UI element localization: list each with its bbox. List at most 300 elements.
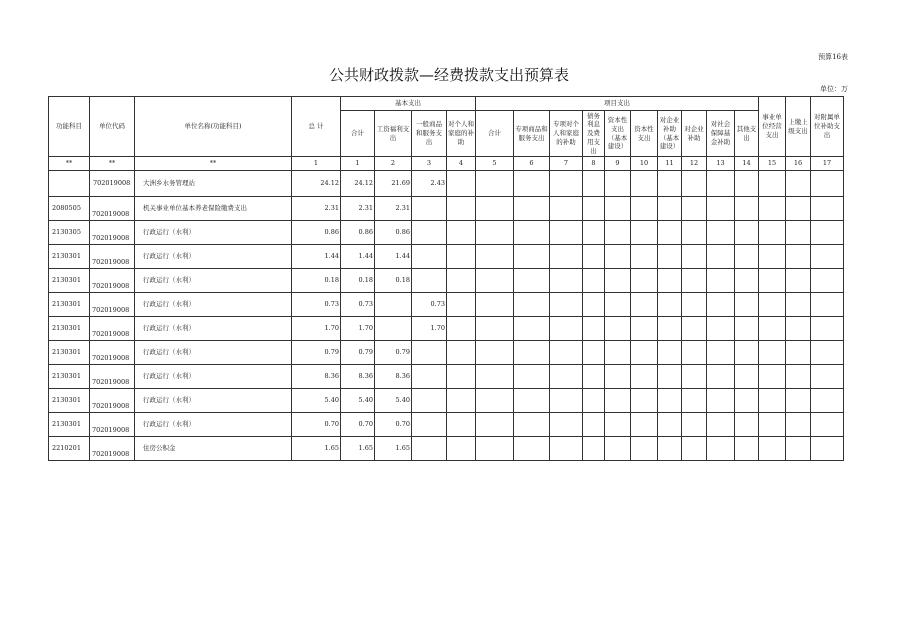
empty-cell (682, 269, 707, 293)
header-unit-name: 单位名称(功能科目) (135, 97, 292, 157)
personal-cell (447, 269, 476, 293)
table-row (49, 171, 844, 197)
wage-cell: 0.86 (375, 221, 412, 245)
basic-total-cell: 0.18 (341, 269, 375, 293)
personal-cell (447, 221, 476, 245)
unit-name-cell: 行政运行（水利） (135, 317, 292, 341)
empty-cell (631, 245, 658, 269)
column-number: 10 (631, 157, 658, 171)
empty-cell (682, 341, 707, 365)
empty-cell (605, 221, 631, 245)
empty-cell (658, 221, 682, 245)
unit-code-cell: 702019008 (90, 269, 135, 293)
column-number: 8 (583, 157, 605, 171)
empty-cell (514, 293, 550, 317)
empty-cell (682, 221, 707, 245)
total-cell: 0.70 (292, 413, 341, 437)
empty-cell (605, 197, 631, 221)
column-number: ** (135, 157, 292, 171)
empty-cell (476, 389, 514, 413)
goods-cell: 1.70 (412, 317, 447, 341)
header-basic-sub-1: 工资福利支出 (375, 111, 412, 157)
total-cell: 8.36 (292, 365, 341, 389)
empty-cell (759, 245, 786, 269)
header-project-sub-7: 对企业补助 (682, 111, 707, 157)
empty-cell (476, 269, 514, 293)
empty-cell (658, 293, 682, 317)
empty-cell (476, 365, 514, 389)
empty-cell (658, 197, 682, 221)
empty-cell (550, 341, 583, 365)
unit-code-cell: 702019008 (90, 413, 135, 437)
empty-cell (759, 365, 786, 389)
empty-cell (514, 171, 550, 197)
header-unit-code: 单位代码 (90, 97, 135, 157)
empty-cell (550, 413, 583, 437)
empty-cell (735, 197, 759, 221)
empty-cell (583, 389, 605, 413)
header-tail-0: 事业单位经营支出 (759, 97, 786, 157)
unit-name-cell: 住房公积金 (135, 437, 292, 461)
goods-cell (412, 341, 447, 365)
empty-cell (476, 341, 514, 365)
column-number: 3 (412, 157, 447, 171)
empty-cell (550, 389, 583, 413)
empty-cell (707, 365, 735, 389)
empty-cell (786, 413, 811, 437)
table-row (49, 365, 844, 389)
form-number: 预算16表 (818, 53, 848, 61)
empty-cell (583, 269, 605, 293)
empty-cell (735, 293, 759, 317)
table-row (49, 317, 844, 341)
func-code-cell: 2130301 (49, 413, 90, 437)
empty-cell (605, 317, 631, 341)
column-number: 17 (811, 157, 844, 171)
basic-total-cell: 0.86 (341, 221, 375, 245)
empty-cell (658, 389, 682, 413)
unit-name-cell: 行政运行（水利） (135, 341, 292, 365)
unit-name-cell: 行政运行（水利） (135, 389, 292, 413)
empty-cell (811, 317, 844, 341)
empty-cell (550, 365, 583, 389)
table-row (49, 293, 844, 317)
column-number: 7 (550, 157, 583, 171)
empty-cell (658, 437, 682, 461)
total-cell: 1.65 (292, 437, 341, 461)
func-code-cell: 2210201 (49, 437, 90, 461)
empty-cell (514, 269, 550, 293)
personal-cell (447, 171, 476, 197)
wage-cell: 0.79 (375, 341, 412, 365)
empty-cell (682, 171, 707, 197)
basic-total-cell: 1.70 (341, 317, 375, 341)
empty-cell (707, 341, 735, 365)
goods-cell (412, 221, 447, 245)
empty-cell (735, 269, 759, 293)
unit-name-cell: 大洲乡水务管理站 (135, 171, 292, 197)
empty-cell (550, 245, 583, 269)
empty-cell (759, 341, 786, 365)
wage-cell (375, 317, 412, 341)
empty-cell (759, 197, 786, 221)
unit-name-cell: 行政运行（水利） (135, 365, 292, 389)
empty-cell (514, 245, 550, 269)
unit-name-cell: 行政运行（水利） (135, 293, 292, 317)
empty-cell (476, 171, 514, 197)
wage-cell: 1.44 (375, 245, 412, 269)
header-tail-2: 对附属单位补助支出 (811, 97, 844, 157)
empty-cell (811, 197, 844, 221)
empty-cell (514, 317, 550, 341)
func-code-cell: 2130305 (49, 221, 90, 245)
personal-cell (447, 365, 476, 389)
func-code-cell: 2130301 (49, 317, 90, 341)
empty-cell (735, 341, 759, 365)
empty-cell (605, 245, 631, 269)
column-number: 4 (447, 157, 476, 171)
wage-cell: 21.69 (375, 171, 412, 197)
func-code-cell: 2080505 (49, 197, 90, 221)
empty-cell (550, 197, 583, 221)
empty-cell (583, 365, 605, 389)
empty-cell (759, 413, 786, 437)
header-project-sub-3: 债务利息及费用支出 (583, 111, 605, 157)
empty-cell (682, 413, 707, 437)
empty-cell (476, 317, 514, 341)
empty-cell (786, 293, 811, 317)
empty-cell (658, 245, 682, 269)
wage-cell: 0.70 (375, 413, 412, 437)
empty-cell (658, 317, 682, 341)
column-number: 2 (375, 157, 412, 171)
empty-cell (514, 365, 550, 389)
empty-cell (605, 389, 631, 413)
column-number: 15 (759, 157, 786, 171)
empty-cell (707, 293, 735, 317)
empty-cell (583, 245, 605, 269)
unit-code-cell: 702019008 (90, 365, 135, 389)
unit-code-cell: 702019008 (90, 389, 135, 413)
empty-cell (476, 221, 514, 245)
empty-cell (583, 293, 605, 317)
empty-cell (631, 221, 658, 245)
header-basic-sub-0: 合计 (341, 111, 375, 157)
header-project-expenditure: 项目支出 (476, 97, 759, 111)
personal-cell (447, 413, 476, 437)
header-project-sub-8: 对社会保障基金补助 (707, 111, 735, 157)
column-number: 1 (341, 157, 375, 171)
unit-name-cell: 行政运行（水利） (135, 269, 292, 293)
empty-cell (631, 197, 658, 221)
empty-cell (759, 317, 786, 341)
empty-cell (707, 389, 735, 413)
empty-cell (605, 341, 631, 365)
unit-name-cell: 行政运行（水利） (135, 413, 292, 437)
total-cell: 5.40 (292, 389, 341, 413)
unit-name-cell: 机关事业单位基本养老保险缴费支出 (135, 197, 292, 221)
empty-cell (682, 245, 707, 269)
personal-cell (447, 389, 476, 413)
empty-cell (476, 197, 514, 221)
header-project-sub-1: 专项商品和服务支出 (514, 111, 550, 157)
empty-cell (583, 197, 605, 221)
goods-cell: 2.43 (412, 171, 447, 197)
total-cell: 0.18 (292, 269, 341, 293)
wage-cell: 0.18 (375, 269, 412, 293)
wage-cell (375, 293, 412, 317)
table-row (49, 197, 844, 221)
header-project-sub-4: 资本性支出（基本建设） (605, 111, 631, 157)
empty-cell (707, 221, 735, 245)
empty-cell (583, 171, 605, 197)
empty-cell (583, 437, 605, 461)
header-project-sub-9: 其他支出 (735, 111, 759, 157)
empty-cell (514, 221, 550, 245)
empty-cell (550, 293, 583, 317)
goods-cell (412, 413, 447, 437)
empty-cell (631, 341, 658, 365)
empty-cell (735, 389, 759, 413)
empty-cell (707, 413, 735, 437)
goods-cell (412, 269, 447, 293)
empty-cell (583, 221, 605, 245)
empty-cell (605, 437, 631, 461)
wage-cell: 8.36 (375, 365, 412, 389)
empty-cell (759, 389, 786, 413)
empty-cell (811, 413, 844, 437)
func-code-cell: 2130301 (49, 365, 90, 389)
empty-cell (759, 221, 786, 245)
empty-cell (682, 317, 707, 341)
basic-total-cell: 5.40 (341, 389, 375, 413)
total-cell: 0.86 (292, 221, 341, 245)
empty-cell (786, 221, 811, 245)
table-body (49, 171, 844, 461)
empty-cell (811, 269, 844, 293)
func-code-cell: 2130301 (49, 389, 90, 413)
unit-code-cell: 702019008 (90, 437, 135, 461)
empty-cell (707, 269, 735, 293)
goods-cell: 0.73 (412, 293, 447, 317)
column-number: ** (90, 157, 135, 171)
empty-cell (786, 437, 811, 461)
empty-cell (583, 317, 605, 341)
column-number: ** (49, 157, 90, 171)
empty-cell (735, 365, 759, 389)
empty-cell (550, 437, 583, 461)
empty-cell (707, 197, 735, 221)
empty-cell (583, 413, 605, 437)
empty-cell (707, 245, 735, 269)
empty-cell (476, 245, 514, 269)
goods-cell (412, 197, 447, 221)
empty-cell (631, 293, 658, 317)
header-basic-sub-3: 对个人和家庭的补助 (447, 111, 476, 157)
column-number: 1 (292, 157, 341, 171)
empty-cell (514, 341, 550, 365)
empty-cell (811, 221, 844, 245)
unit-code-cell: 702019008 (90, 245, 135, 269)
empty-cell (811, 245, 844, 269)
empty-cell (605, 293, 631, 317)
empty-cell (631, 413, 658, 437)
func-code-cell: 2130301 (49, 269, 90, 293)
empty-cell (735, 437, 759, 461)
empty-cell (550, 221, 583, 245)
empty-cell (605, 365, 631, 389)
empty-cell (759, 293, 786, 317)
empty-cell (707, 317, 735, 341)
total-cell: 2.31 (292, 197, 341, 221)
empty-cell (786, 365, 811, 389)
column-number-row (49, 157, 844, 171)
total-cell: 24.12 (292, 171, 341, 197)
basic-total-cell: 0.70 (341, 413, 375, 437)
empty-cell (759, 171, 786, 197)
column-number: 11 (658, 157, 682, 171)
empty-cell (786, 341, 811, 365)
goods-cell (412, 245, 447, 269)
basic-total-cell: 8.36 (341, 365, 375, 389)
empty-cell (514, 197, 550, 221)
wage-cell: 2.31 (375, 197, 412, 221)
func-code-cell: 2130301 (49, 293, 90, 317)
empty-cell (550, 269, 583, 293)
wage-cell: 5.40 (375, 389, 412, 413)
header-basic-expenditure: 基本支出 (341, 97, 476, 111)
empty-cell (811, 389, 844, 413)
empty-cell (735, 221, 759, 245)
page-title: 公共财政拨款—经费拨款支出预算表 (328, 66, 569, 84)
empty-cell (631, 437, 658, 461)
unit-code-cell: 702019008 (90, 341, 135, 365)
table-row (49, 389, 844, 413)
total-cell: 1.44 (292, 245, 341, 269)
func-code-cell (49, 171, 90, 197)
empty-cell (786, 245, 811, 269)
empty-cell (658, 365, 682, 389)
unit-code-cell: 702019008 (90, 317, 135, 341)
empty-cell (514, 389, 550, 413)
empty-cell (811, 341, 844, 365)
empty-cell (605, 171, 631, 197)
empty-cell (682, 293, 707, 317)
empty-cell (631, 365, 658, 389)
table-row (49, 413, 844, 437)
table-row (49, 245, 844, 269)
empty-cell (658, 269, 682, 293)
basic-total-cell: 24.12 (341, 171, 375, 197)
empty-cell (759, 437, 786, 461)
empty-cell (811, 293, 844, 317)
basic-total-cell: 0.73 (341, 293, 375, 317)
total-cell: 1.70 (292, 317, 341, 341)
basic-total-cell: 1.44 (341, 245, 375, 269)
empty-cell (735, 171, 759, 197)
empty-cell (759, 269, 786, 293)
empty-cell (631, 389, 658, 413)
empty-cell (658, 341, 682, 365)
header-project-sub-5: 资本性支出 (631, 111, 658, 157)
column-number: 9 (605, 157, 631, 171)
empty-cell (786, 269, 811, 293)
personal-cell (447, 317, 476, 341)
personal-cell (447, 437, 476, 461)
goods-cell (412, 389, 447, 413)
column-number: 5 (476, 157, 514, 171)
header-basic-sub-2: 一般商品和服务支出 (412, 111, 447, 157)
empty-cell (811, 365, 844, 389)
personal-cell (447, 341, 476, 365)
column-number: 12 (682, 157, 707, 171)
empty-cell (786, 197, 811, 221)
empty-cell (631, 317, 658, 341)
header-func-code: 功能科目 (49, 97, 90, 157)
basic-total-cell: 1.65 (341, 437, 375, 461)
unit-code-cell: 702019008 (90, 171, 135, 197)
empty-cell (707, 171, 735, 197)
header-project-sub-2: 专项对个人和家庭的补助 (550, 111, 583, 157)
empty-cell (514, 413, 550, 437)
empty-cell (811, 171, 844, 197)
unit-name-cell: 行政运行（水利） (135, 221, 292, 245)
empty-cell (682, 197, 707, 221)
budget-table (48, 96, 844, 461)
unit-code-cell: 702019008 (90, 221, 135, 245)
empty-cell (605, 269, 631, 293)
func-code-cell: 2130301 (49, 341, 90, 365)
basic-total-cell: 0.79 (341, 341, 375, 365)
personal-cell (447, 293, 476, 317)
column-number: 16 (786, 157, 811, 171)
empty-cell (735, 245, 759, 269)
empty-cell (735, 413, 759, 437)
empty-cell (786, 389, 811, 413)
empty-cell (631, 269, 658, 293)
empty-cell (658, 413, 682, 437)
table-row (49, 341, 844, 365)
table-row (49, 269, 844, 293)
empty-cell (786, 171, 811, 197)
empty-cell (811, 437, 844, 461)
empty-cell (658, 171, 682, 197)
unit-label: 单位：万 (820, 85, 848, 93)
column-number: 13 (707, 157, 735, 171)
personal-cell (447, 245, 476, 269)
header-tail-1: 上缴上级支出 (786, 97, 811, 157)
total-cell: 0.73 (292, 293, 341, 317)
func-code-cell: 2130301 (49, 245, 90, 269)
empty-cell (735, 317, 759, 341)
header-project-sub-6: 对企业补助（基本建设） (658, 111, 682, 157)
empty-cell (786, 317, 811, 341)
empty-cell (707, 437, 735, 461)
unit-code-cell: 702019008 (90, 293, 135, 317)
empty-cell (583, 341, 605, 365)
goods-cell (412, 437, 447, 461)
empty-cell (514, 437, 550, 461)
empty-cell (476, 293, 514, 317)
column-number: 6 (514, 157, 550, 171)
empty-cell (476, 437, 514, 461)
table-row (49, 437, 844, 461)
personal-cell (447, 197, 476, 221)
unit-code-cell: 702019008 (90, 197, 135, 221)
basic-total-cell: 2.31 (341, 197, 375, 221)
unit-name-cell: 行政运行（水利） (135, 245, 292, 269)
goods-cell (412, 365, 447, 389)
